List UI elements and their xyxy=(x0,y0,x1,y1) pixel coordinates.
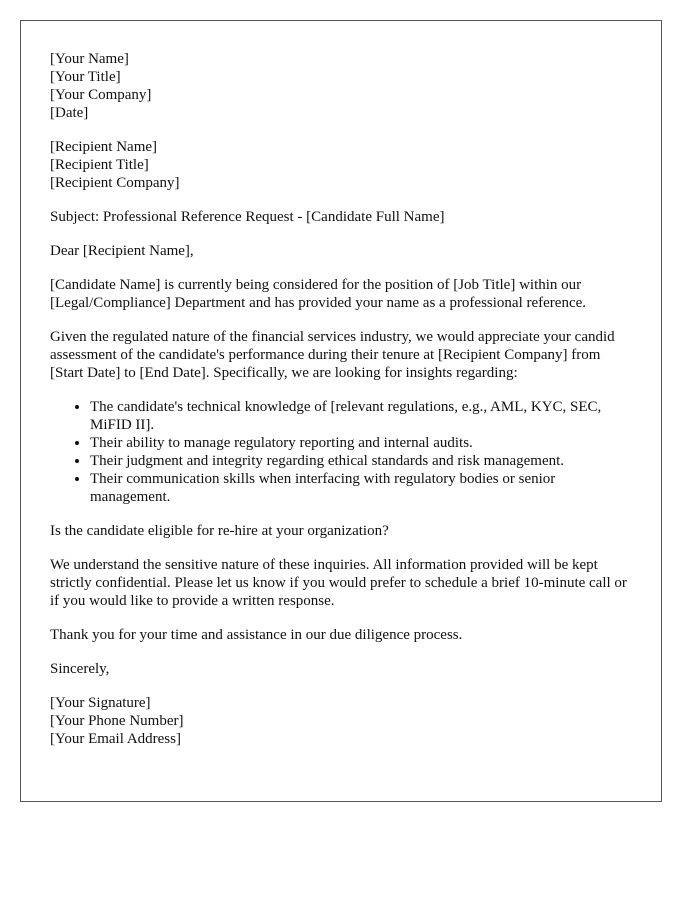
signature-line: [Your Signature] xyxy=(50,695,151,711)
salutation: Dear [Recipient Name], xyxy=(50,243,194,259)
sender-block xyxy=(50,50,633,122)
recipient-title: [Recipient Title] xyxy=(50,157,149,173)
letter-date: [Date] xyxy=(50,105,89,121)
request-paragraph: Given the regulated nature of the financial services industry, we would appreciate your candid assessment of the candidate's performance during their tenure at [Recipient Company] from [Start Date] to [End Date]. Specifically, we are looking for insights regarding: xyxy=(50,329,615,381)
sender-company: [Your Company] xyxy=(50,87,152,103)
confidentiality-paragraph: We understand the sensitive nature of these inquiries. All information provided will be kept strictly confidential. Please let us know if you would prefer to schedule a brief 10-minute call or if you would like to provide a written response. xyxy=(50,557,627,609)
list-item: • The candidate's technical knowledge of [relevant regulations, e.g., AML, KYC, SEC, MiFID II]. xyxy=(90,398,633,434)
recipient-block xyxy=(50,138,633,192)
list-item: • Their judgment and integrity regarding ethical standards and risk management. xyxy=(90,452,633,470)
intro-paragraph: [Candidate Name] is currently being considered for the position of [Job Title] within our [Legal/Compliance] Department and has provided your name as a professional reference. xyxy=(50,277,587,311)
thanks-paragraph: Thank you for your time and assistance in our due diligence process. xyxy=(50,627,463,643)
subject-line: Subject: Professional Reference Request - [Candidate Full Name] xyxy=(50,209,445,225)
closing: Sincerely, xyxy=(50,661,110,677)
sender-title: [Your Title] xyxy=(50,69,121,85)
rehire-question: Is the candidate eligible for re-hire at your organization? xyxy=(50,523,389,539)
signature-block xyxy=(50,694,633,748)
list-item: • Their communication skills when interfacing with regulatory bodies or senior management. xyxy=(90,470,633,506)
email-line: [Your Email Address] xyxy=(50,731,181,747)
reference-letter xyxy=(20,20,662,802)
insights-list xyxy=(50,398,633,506)
recipient-company: [Recipient Company] xyxy=(50,175,180,191)
sender-name: [Your Name] xyxy=(50,51,129,67)
list-item: • Their ability to manage regulatory reporting and internal audits. xyxy=(90,434,633,452)
recipient-name: [Recipient Name] xyxy=(50,139,158,155)
phone-line: [Your Phone Number] xyxy=(50,713,184,729)
